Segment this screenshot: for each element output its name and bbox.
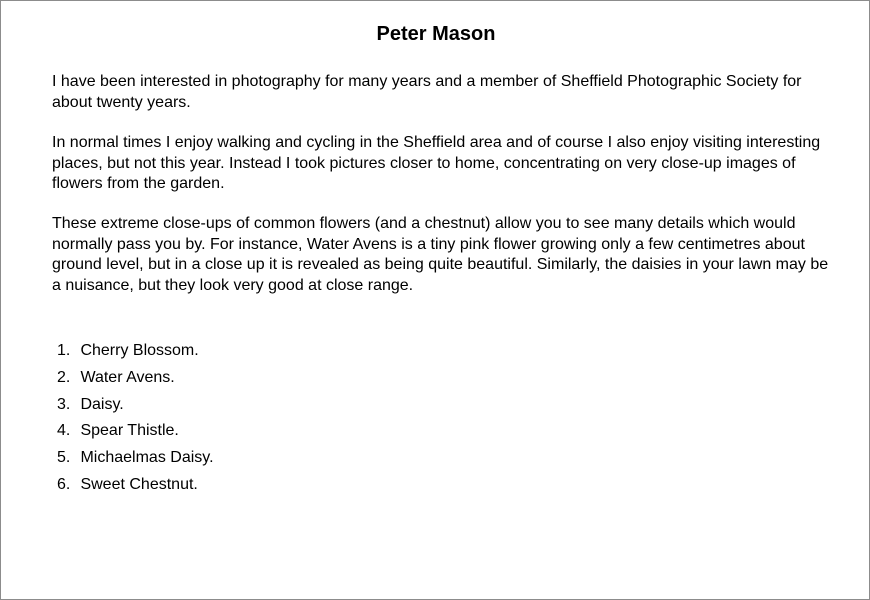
- list-item-number: 4.: [57, 422, 71, 440]
- page-title: Peter Mason: [376, 23, 496, 45]
- list-item-label: Daisy.: [80, 395, 124, 413]
- list-item: [57, 395, 214, 422]
- list-item: [57, 368, 214, 395]
- list-item-label: Water Avens.: [80, 368, 175, 386]
- list-item: [57, 421, 214, 448]
- list-item: [57, 475, 214, 502]
- list-item-label: Cherry Blossom.: [80, 342, 199, 359]
- list-item-number: 6.: [57, 475, 71, 493]
- list-item-label: Spear Thistle.: [80, 422, 179, 440]
- list-item-number: 3.: [57, 395, 71, 413]
- list-item-number: 5.: [57, 449, 71, 467]
- photo-list: [57, 341, 214, 502]
- intro-paragraph: I have been interested in photography for many years and a member of Sheffield Photographic Society for about twenty years.: [52, 73, 802, 111]
- list-item-label: Michaelmas Daisy.: [80, 449, 214, 467]
- hobbies-paragraph: In normal times I enjoy walking and cycling in the Sheffield area and of course I also enjoy visiting interesting places, but not this year. Instead I took pictures closer to home, concentrating on very close-up images of flowers from the garden.: [52, 134, 821, 192]
- list-item: [57, 341, 214, 368]
- list-item-number: 2.: [57, 368, 71, 386]
- list-item: [57, 448, 214, 475]
- list-item-number: 1.: [57, 342, 71, 359]
- closeups-paragraph: These extreme close-ups of common flowers (and a chestnut) allow you to see many details which would normally pass you by. For instance, Water Avens is a tiny pink flower growing only a few centimetres about ground level, but in a close up it is revealed as being quite beautiful. Similarly, the daisies in your lawn may be a nuisance, but they look very good at close range.: [52, 215, 829, 294]
- list-item-label: Sweet Chestnut.: [80, 475, 198, 493]
